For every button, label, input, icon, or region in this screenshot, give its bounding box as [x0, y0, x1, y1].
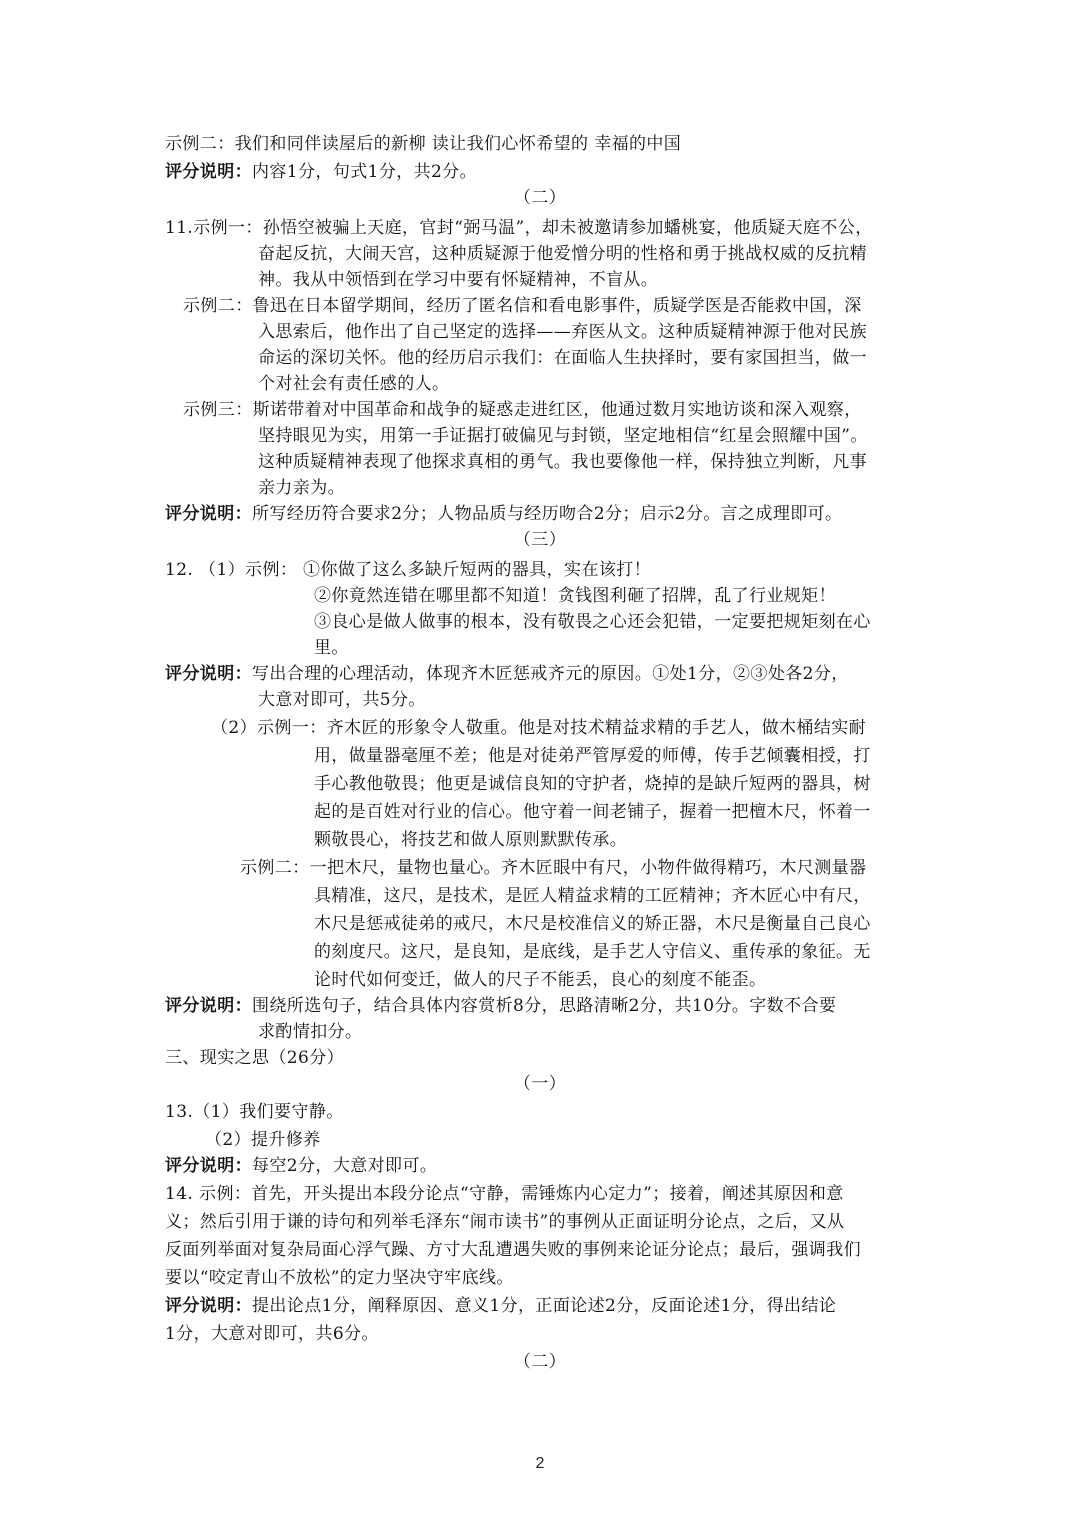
- scoring-note: 评分说明：提出论点1分，阐释原因、意义1分，正面论述2分，反面论述1分，得出结论: [165, 1296, 837, 1316]
- text-line: 里。: [314, 638, 349, 658]
- text-line: 义；然后引用于谦的诗句和列举毛泽东“闹市读书”的事例从正面证明分论点，之后，又从: [165, 1212, 845, 1232]
- scoring-label: 评分说明：: [165, 664, 252, 684]
- scoring-label: 评分说明：: [165, 1156, 252, 1176]
- scoring-note: 评分说明：每空2分，大意对即可。: [165, 1156, 438, 1176]
- scoring-label: 评分说明：: [165, 504, 252, 524]
- text-line: 反面列举面对复杂局面心浮气躁、方寸大乱遭遇失败的事例来论证分论点；最后，强调我们: [165, 1240, 861, 1260]
- text-line: 颗敬畏心，将技艺和做人原则默默传承。: [314, 830, 628, 850]
- text-line: 要以“咬定青山不放松”的定力坚决守牢底线。: [165, 1268, 514, 1288]
- text-line: （2）提升修养: [205, 1130, 321, 1150]
- text-line: 论时代如何变迁，做人的尺子不能丢，良心的刻度不能歪。: [314, 970, 767, 990]
- scoring-label: 评分说明：: [165, 162, 252, 182]
- text-line: 13.（1）我们要守静。: [165, 1102, 344, 1122]
- text-line: 神。我从中领悟到在学习中要有怀疑精神，不盲从。: [258, 270, 659, 290]
- text-line: 的刻度尺。这尺，是良知，是底线，是手艺人守信义、重传承的象征。无: [314, 942, 871, 962]
- text-line: 大意对即可，共5分。: [258, 690, 426, 710]
- section-heading: （一）: [513, 1074, 567, 1094]
- text-line: 示例二：我们和同伴读屋后的新柳 读让我们心怀希望的 幸福的中国: [165, 134, 682, 154]
- text-line: 起的是百姓对行业的信心。他守着一间老铺子，握着一把檀木尺，怀着一: [314, 802, 871, 822]
- text-line: 11.示例一：孙悟空被骗上天庭，官封“弼马温”，却未被邀请参加蟠桃宴，他质疑天庭不公，: [165, 218, 873, 238]
- text-line: 1分，大意对即可，共6分。: [165, 1324, 379, 1344]
- text-line: 木尺是惩戒徒弟的戒尺，木尺是校准信义的矫正器，木尺是衡量自己良心: [314, 914, 871, 934]
- section-heading: （二）: [513, 188, 567, 208]
- text-line: 命运的深切关怀。他的经历启示我们：在面临人生抉择时，要有家国担当，做一: [258, 348, 867, 368]
- text-line: ③良心是做人做事的根本，没有敬畏之心还会犯错，一定要把规矩刻在心: [314, 612, 871, 632]
- scoring-note: 评分说明：所写经历符合要求2分；人物品质与经历吻合2分；启示2分。言之成理即可。: [165, 504, 843, 524]
- text-line: （2）示例一：齐木匠的形象令人敬重。他是对技术精益求精的手艺人，做木桶结实耐: [211, 718, 867, 738]
- part-heading: 三、现实之思（26分）: [165, 1048, 345, 1068]
- scoring-note: 评分说明：写出合理的心理活动，体现齐木匠惩戒齐元的原因。①处1分，②③处各2分，: [165, 664, 849, 684]
- text-line: 亲力亲为。: [258, 478, 345, 498]
- text-line: 14. 示例：首先，开头提出本段分论点“守静，需锤炼内心定力”；接着，阐述其原因和意: [165, 1184, 844, 1204]
- text-line: 奋起反抗，大闹天宫，这种质疑源于他爱憎分明的性格和勇于挑战权威的反抗精: [258, 244, 867, 264]
- scoring-label: 评分说明：: [165, 1296, 252, 1316]
- scoring-note: 评分说明：内容1分，句式1分，共2分。: [165, 162, 478, 182]
- text-line: 坚持眼见为实，用第一手证据打破偏见与封锁，坚定地相信“红星会照耀中国”。: [258, 426, 868, 446]
- page-number: 2: [535, 1455, 545, 1472]
- text-line: 个对社会有责任感的人。: [258, 374, 450, 394]
- scoring-label: 评分说明：: [165, 996, 252, 1016]
- text-line: 求酌情扣分。: [258, 1022, 363, 1042]
- text-line: 12. （1）示例： ①你做了这么多缺斤短两的器具，实在该打！: [165, 560, 652, 580]
- text-line: ②你竟然连错在哪里都不知道！贪钱图利砸了招牌，乱了行业规矩！: [314, 586, 836, 606]
- text-line: 这种质疑精神表现了他探求真相的勇气。我也要像他一样，保持独立判断，凡事: [258, 452, 867, 472]
- text-line: 具精准，这尺，是技术，是匠人精益求精的工匠精神；齐木匠心中有尺，: [314, 886, 871, 906]
- text-line: 示例二：鲁迅在日本留学期间，经历了匿名信和看电影事件，质疑学医是否能救中国，深: [183, 296, 862, 316]
- text-line: 用，做量器毫厘不差；他是对徒弟严管厚爱的师傅，传手艺倾囊相授，打: [314, 746, 871, 766]
- text-line: 示例三：斯诺带着对中国革命和战争的疑惑走进红区，他通过数月实地访谈和深入观察，: [183, 400, 862, 420]
- scoring-note: 评分说明：围绕所选句子，结合具体内容赏析8分，思路清晰2分，共10分。字数不合要: [165, 996, 837, 1016]
- text-line: 入思索后，他作出了自己坚定的选择——弃医从文。这种质疑精神源于他对民族: [258, 322, 867, 342]
- text-line: 手心教他敬畏；他更是诚信良知的守护者，烧掉的是缺斤短两的器具，树: [314, 774, 871, 794]
- text-line: 示例二：一把木尺，量物也量心。齐木匠眼中有尺，小物件做得精巧，木尺测量器: [240, 858, 867, 878]
- section-heading: （三）: [513, 530, 567, 550]
- section-heading: （二）: [513, 1352, 567, 1372]
